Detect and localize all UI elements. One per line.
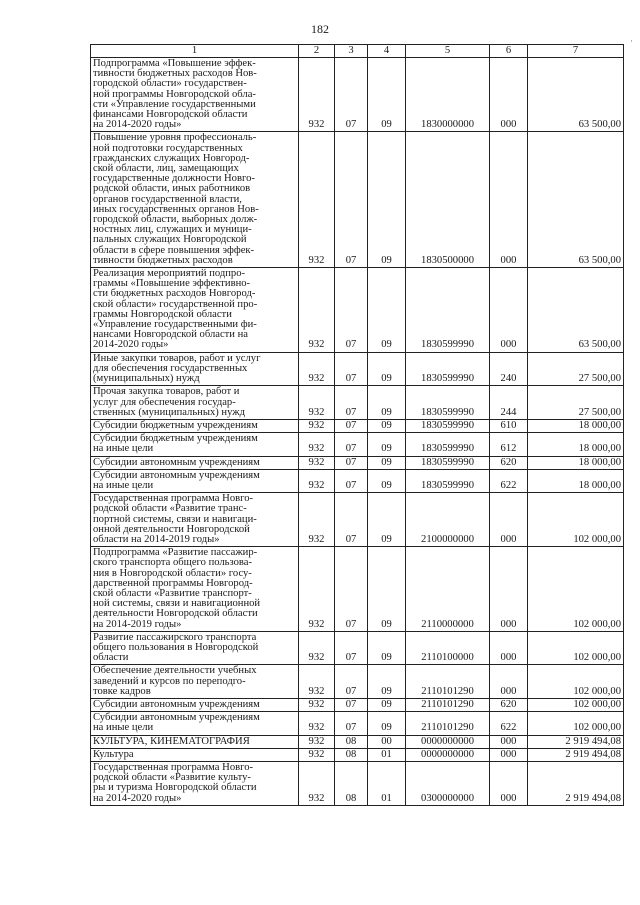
amount-cell: 2 919 494,08 [528,762,624,806]
target-article-cell: 1830599990 [406,386,490,420]
row-name-line: Государственная программа Новго- [93,762,254,773]
row-name-line: Подпрограмма «Повышение эффек- [93,58,256,69]
amount-cell: 63 500,00 [528,268,624,353]
section-code-cell: 07 [335,433,368,456]
header-cell-1: 1 [91,45,299,58]
row-name-line: ственных (муниципальных) нужд [93,406,245,418]
ministry-code-cell: 932 [299,493,335,547]
subsection-code-cell: 09 [368,419,406,432]
row-name-line: городской области, выборных долж- [93,214,258,226]
target-article-cell: 1830599990 [406,352,490,386]
subsection-code-cell: 09 [368,386,406,420]
row-name-line: области на 2014-2019 годы» [93,533,220,545]
row-name-line: Реализация мероприятий подпро- [93,268,246,280]
table-row [91,386,624,420]
budget-table [90,44,624,806]
section-code-cell: 07 [335,665,368,699]
row-name-line: Прочая закупка товаров, работ и [93,386,240,398]
row-name-line: общего пользования в Новгородской [93,641,259,653]
row-name-line: Субсидии бюджетным учреждениям [93,419,258,431]
row-name-line: родской области «Развитие культу- [93,772,251,784]
amount-cell: 2 919 494,08 [528,735,624,748]
row-name-line: иных государственных органов Нов- [93,203,259,215]
target-article-cell: 1830500000 [406,132,490,268]
table-row [91,493,624,547]
header-row [91,45,624,58]
ministry-code-cell: 932 [299,748,335,761]
ministry-code-cell: 932 [299,456,335,469]
target-article-cell: 1830599990 [406,456,490,469]
row-name-line: пальных служащих Новгородской [93,234,247,246]
row-name-line: деятельности Новгородской области [93,608,258,620]
row-name-cell [91,698,299,711]
row-name-line: онной деятельности Новгородской [93,523,250,535]
row-name-line: тивности бюджетных расходов [93,254,233,266]
ministry-code-cell: 932 [299,386,335,420]
ministry-code-cell: 932 [299,469,335,492]
header-cell-6: 6 [490,45,528,58]
row-name-line: для обеспечения государственных [93,362,248,374]
subsection-code-cell: 09 [368,433,406,456]
table-row [91,762,624,806]
row-name-cell [91,547,299,632]
row-name-line: Иные закупки товаров, работ и услуг [93,352,261,364]
ministry-code-cell: 932 [299,547,335,632]
row-name-cell [91,735,299,748]
row-name-cell [91,58,299,132]
row-name-line: граммы Новгородской области [93,308,232,320]
ministry-code-cell: 932 [299,433,335,456]
header-cell-7: 7 [528,45,624,58]
section-code-cell: 08 [335,748,368,761]
row-name-cell [91,748,299,761]
ministry-code-cell: 932 [299,698,335,711]
row-name-line: на иные цели [93,443,154,455]
section-code-cell: 07 [335,268,368,353]
subsection-code-cell: 09 [368,631,406,665]
target-article-cell: 2110101290 [406,712,490,735]
table-row [91,748,624,761]
table-row [91,352,624,386]
row-name-line: ной программы Новгородской обла- [93,88,256,100]
subsection-code-cell: 09 [368,547,406,632]
target-article-cell: 1830000000 [406,58,490,132]
amount-cell: 2 919 494,08 [528,748,624,761]
target-article-cell: 1830599990 [406,433,490,456]
row-name-line: «Управление государственными фи- [93,319,257,331]
row-name-line: ной системы, связи и навигационной [93,598,261,610]
expense-type-cell: 610 [490,419,528,432]
section-code-cell: 07 [335,469,368,492]
row-name-line: области в сфере повышения эффек- [93,244,255,256]
amount-cell: 102 000,00 [528,547,624,632]
row-name-line: ной подготовки государственных [93,142,243,154]
section-code-cell: 07 [335,419,368,432]
table-row [91,132,624,268]
row-name-line: Развитие пассажирского транспорта [93,631,257,643]
section-code-cell: 07 [335,631,368,665]
row-name-line: Субсидии автономным учреждениям [93,469,260,481]
target-article-cell: 2100000000 [406,493,490,547]
amount-cell: 18 000,00 [528,469,624,492]
expense-type-cell: 000 [490,547,528,632]
ministry-code-cell: 932 [299,352,335,386]
subsection-code-cell: 09 [368,58,406,132]
amount-cell: 102 000,00 [528,493,624,547]
subsection-code-cell: 09 [368,456,406,469]
row-name-line: Подпрограмма «Развитие пассажир- [93,547,258,559]
row-name-line: на 2014-2020 годы» [93,792,182,804]
header-cell-4: 4 [368,45,406,58]
row-name-cell [91,386,299,420]
row-name-cell [91,132,299,268]
row-name-line: дарственной программы Новгород- [93,577,253,589]
amount-cell: 18 000,00 [528,433,624,456]
amount-cell: 102 000,00 [528,698,624,711]
row-name-cell [91,433,299,456]
row-name-line: Субсидии автономным учреждениям [93,456,260,468]
row-name-cell [91,665,299,699]
table-row [91,268,624,353]
row-name-line: родской области, иных работников [93,183,251,195]
expense-type-cell: 240 [490,352,528,386]
subsection-code-cell: 00 [368,735,406,748]
section-code-cell: 07 [335,456,368,469]
table-row [91,456,624,469]
subsection-code-cell: 01 [368,748,406,761]
section-code-cell: 07 [335,712,368,735]
ministry-code-cell: 932 [299,268,335,353]
row-name-line: Субсидии автономным учреждениям [93,712,260,724]
row-name-line: (муниципальных) нужд [93,373,200,385]
row-name-line: финансами Новгородской области [93,109,248,121]
row-name-line: ской области «Развитие транспорт- [93,587,252,599]
ministry-code-cell: 932 [299,419,335,432]
row-name-line: граммы «Повышение эффективно- [93,278,251,290]
row-name-cell [91,762,299,806]
header-cell-5: 5 [406,45,490,58]
expense-type-cell: 000 [490,631,528,665]
row-name-cell [91,419,299,432]
expense-type-cell: 000 [490,493,528,547]
section-code-cell: 07 [335,386,368,420]
row-name-line: государственные должности Новго- [93,173,255,185]
expense-type-cell: 000 [490,748,528,761]
row-name-line: области [93,652,129,664]
row-name-line: на иные цели [93,479,154,491]
amount-cell: 18 000,00 [528,419,624,432]
ministry-code-cell: 932 [299,735,335,748]
row-name-line: 2014-2020 годы» [93,339,169,351]
row-name-line: Повышение уровня профессиональ- [93,132,257,144]
subsection-code-cell: 09 [368,352,406,386]
subsection-code-cell: 09 [368,493,406,547]
table-row [91,433,624,456]
row-name-line: ностных лиц, служащих и муници- [93,224,252,236]
section-code-cell: 07 [335,58,368,132]
target-article-cell: 1830599990 [406,419,490,432]
row-name-line: портной системы, связи и навигаци- [93,513,257,525]
row-name-line: ского транспорта общего пользова- [93,557,253,569]
row-name-line: сти «Управление государственными [93,98,256,110]
amount-cell: 63 500,00 [528,132,624,268]
row-name-line: на 2014-2019 годы» [93,618,182,630]
amount-cell: 102 000,00 [528,712,624,735]
row-name-line: на иные цели [93,722,154,734]
table-row [91,665,624,699]
expense-type-cell: 000 [490,735,528,748]
table-row [91,631,624,665]
expense-type-cell: 000 [490,132,528,268]
row-name-cell [91,469,299,492]
row-name-cell [91,268,299,353]
ministry-code-cell: 932 [299,665,335,699]
table-row [91,547,624,632]
row-name-line: Субсидии бюджетным учреждениям [93,433,258,445]
row-name-line: органов государственной власти, [93,193,242,205]
row-name-line: родской области «Развитие транс- [93,503,247,515]
row-name-line: на 2014-2020 годы» [93,119,182,131]
page-number: 182 [311,22,329,36]
row-name-line: тивности бюджетных расходов Нов- [93,68,257,80]
amount-cell: 63 500,00 [528,58,624,132]
row-name-line: заведений и курсов по переподго- [93,675,246,687]
row-name-line: нансами Новгородской области на [93,329,248,341]
ministry-code-cell: 932 [299,58,335,132]
expense-type-cell: 620 [490,698,528,711]
table-row [91,469,624,492]
expense-type-cell: 622 [490,469,528,492]
expense-type-cell: 620 [490,456,528,469]
header-cell-2: 2 [299,45,335,58]
subsection-code-cell: 09 [368,698,406,711]
section-code-cell: 07 [335,352,368,386]
row-name-line: Культура [93,748,134,760]
amount-cell: 27 500,00 [528,352,624,386]
row-name-line: сти бюджетных расходов Новгород- [93,288,256,300]
subsection-code-cell: 09 [368,665,406,699]
target-article-cell: 2110000000 [406,547,490,632]
table-row [91,698,624,711]
ministry-code-cell: 932 [299,762,335,806]
subsection-code-cell: 09 [368,712,406,735]
table-row [91,419,624,432]
ministry-code-cell: 932 [299,631,335,665]
row-name-line: ской области, лиц, замещающих [93,163,239,175]
row-name-line: товке кадров [93,685,151,697]
target-article-cell: 2110101290 [406,665,490,699]
subsection-code-cell: 09 [368,469,406,492]
target-article-cell: 1830599990 [406,268,490,353]
section-code-cell: 08 [335,735,368,748]
amount-cell: 27 500,00 [528,386,624,420]
row-name-cell [91,456,299,469]
row-name-line: ры и туризма Новгородской области [93,782,257,794]
target-article-cell: 2110100000 [406,631,490,665]
row-name-line: услуг для обеспечения государ- [93,396,236,408]
expense-type-cell: 000 [490,762,528,806]
margin-mark: · [630,36,633,46]
row-name-cell [91,352,299,386]
expense-type-cell: 622 [490,712,528,735]
target-article-cell: 0000000000 [406,748,490,761]
expense-type-cell: 244 [490,386,528,420]
row-name-cell [91,631,299,665]
table-row [91,712,624,735]
subsection-code-cell: 09 [368,268,406,353]
row-name-line: ской области» государственной про- [93,298,258,310]
target-article-cell: 0300000000 [406,762,490,806]
row-name-line: Субсидии автономным учреждениям [93,698,260,710]
amount-cell: 18 000,00 [528,456,624,469]
ministry-code-cell: 932 [299,132,335,268]
expense-type-cell: 000 [490,665,528,699]
target-article-cell: 2110101290 [406,698,490,711]
row-name-line: ния в Новгородской области» госу- [93,567,252,579]
expense-type-cell: 000 [490,58,528,132]
subsection-code-cell: 09 [368,132,406,268]
table-row [91,735,624,748]
row-name-line: гражданских служащих Новгород- [93,152,250,164]
row-name-line: городской области» государствен- [93,78,247,90]
row-name-cell [91,712,299,735]
section-code-cell: 07 [335,132,368,268]
ministry-code-cell: 932 [299,712,335,735]
section-code-cell: 07 [335,547,368,632]
expense-type-cell: 000 [490,268,528,353]
subsection-code-cell: 01 [368,762,406,806]
row-name-line: Государственная программа Новго- [93,493,254,505]
table-row [91,58,624,132]
target-article-cell: 0000000000 [406,735,490,748]
amount-cell: 102 000,00 [528,631,624,665]
expense-type-cell: 612 [490,433,528,456]
row-name-line: КУЛЬТУРА, КИНЕМАТОГРАФИЯ [93,735,250,747]
section-code-cell: 07 [335,698,368,711]
header-cell-3: 3 [335,45,368,58]
amount-cell: 102 000,00 [528,665,624,699]
row-name-line: Обеспечение деятельности учебных [93,665,257,677]
section-code-cell: 08 [335,762,368,806]
target-article-cell: 1830599990 [406,469,490,492]
section-code-cell: 07 [335,493,368,547]
row-name-cell [91,493,299,547]
